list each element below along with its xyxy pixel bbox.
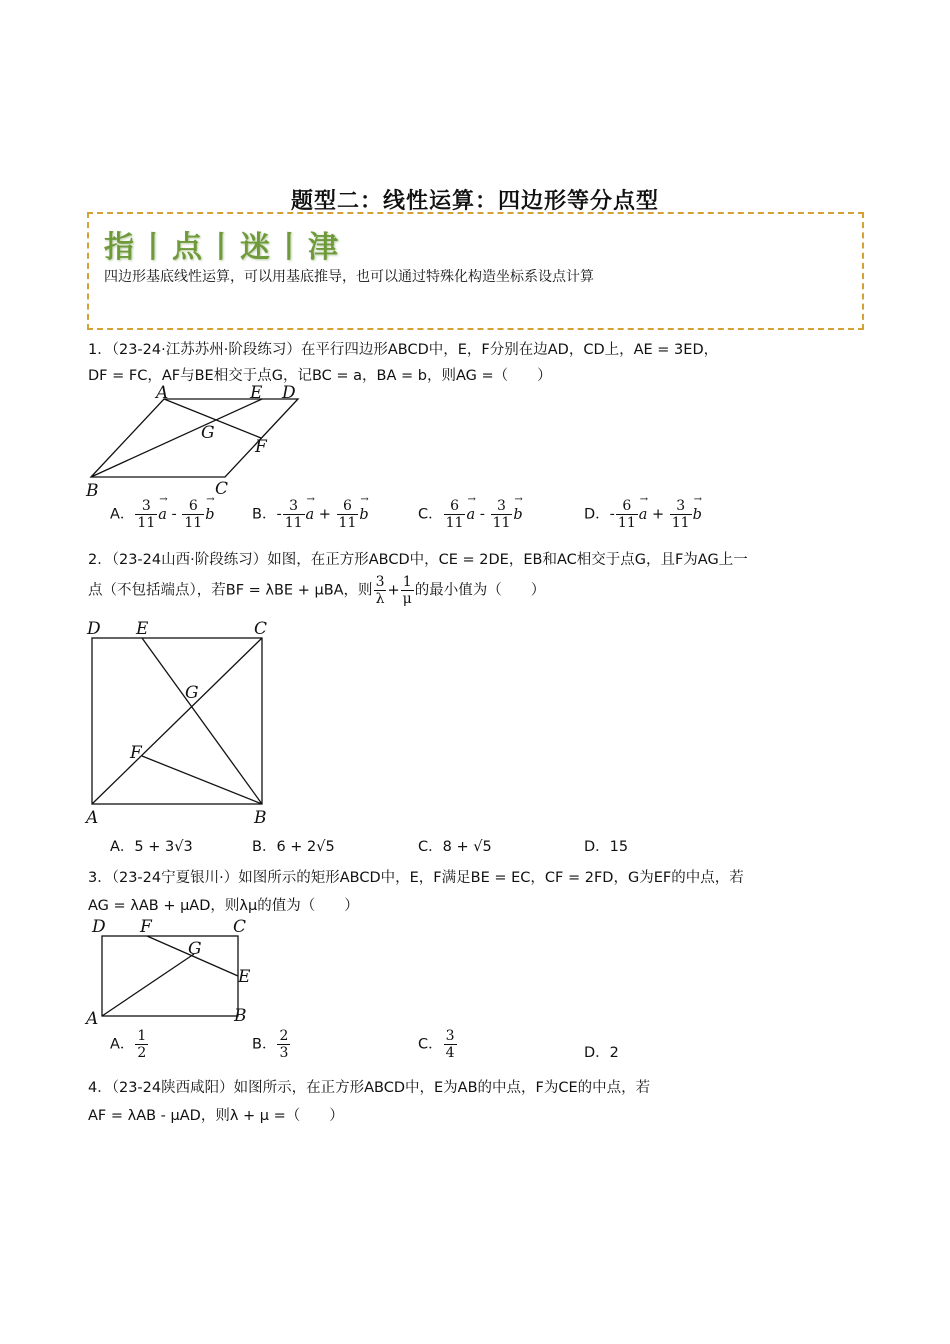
q1-number: 1． — [88, 342, 112, 358]
q2-number: 2． — [88, 552, 112, 568]
q1-option-d-key: D． — [584, 506, 610, 523]
q3-label-f: F — [140, 917, 152, 937]
q3-stem-line1: （23-24宁夏银川·）如图所示的矩形ABCD中，E，F满足BE = EC，CF = 2FD，G为EF的中点，若 — [111, 870, 744, 886]
q3-option-b-den: 3 — [279, 1045, 289, 1061]
q1-option-a-d1: 11 — [137, 515, 156, 531]
q1-option-a-d2: 11 — [184, 515, 203, 531]
q2-option-a-text: 5 + 3√3 — [134, 839, 193, 855]
q1-option-c-frac1 — [444, 498, 466, 531]
q1-line1 — [88, 338, 718, 359]
q3-option-c-den: 4 — [445, 1045, 455, 1061]
tip-heading: 指丨点丨迷丨津 — [104, 230, 342, 265]
q3-segment-ag — [102, 954, 194, 1016]
q3-option-c-key: C． — [418, 1036, 443, 1053]
q1-option-a-frac1 — [135, 498, 157, 531]
q1-option-d-frac2 — [670, 498, 692, 531]
q3-option-d[interactable] — [584, 1041, 619, 1062]
q1-option-c-op: - — [479, 506, 485, 523]
q3-label-c: C — [233, 917, 247, 937]
q2-label-f: F — [130, 743, 142, 763]
q2-figure — [80, 616, 280, 828]
q2-option-b-key: B． — [252, 839, 277, 855]
q1-label-f: F — [255, 437, 267, 457]
q2-option-c[interactable] — [418, 835, 492, 856]
q1-option-b-d2: 11 — [338, 515, 357, 531]
q1-label-b: B — [86, 481, 99, 500]
page-title: 题型二：线性运算：四边形等分点型 — [290, 189, 659, 214]
q3-option-b-frac — [277, 1028, 290, 1061]
q1-option-b-frac2 — [337, 498, 359, 531]
q2-frac2-num: 1 — [401, 574, 414, 591]
q1-option-c-v1: → a — [466, 507, 475, 523]
q4-stem-line1: （23-24陕西咸阳）如图所示，在正方形ABCD中，E为AB的中点，F为CE的中点，若 — [111, 1080, 651, 1096]
q1-option-c-n2: 3 — [491, 498, 513, 515]
q1-label-g: G — [201, 423, 215, 443]
q2-frac1 — [374, 574, 387, 607]
q2-label-b: B — [254, 808, 267, 828]
q1-option-b-sign: - — [276, 506, 282, 523]
q3-option-a-den: 2 — [137, 1045, 147, 1061]
tip-text: 四边形基底线性运算，可以用基底推导，也可以通过特殊化构造坐标系设点计算 — [104, 269, 594, 285]
q1-option-d[interactable] — [584, 498, 702, 531]
q2-stem-line2a: 点（不包括端点），若BF = λBE + μBA，则 — [88, 582, 373, 599]
q2-frac2 — [401, 574, 414, 607]
q3-figure — [84, 916, 264, 1026]
q2-option-d-key: D． — [584, 839, 610, 855]
q1-option-a-op: - — [171, 506, 177, 523]
q4-stem-line2: AF = λAB - μAD，则λ + μ =（ ） — [88, 1108, 344, 1124]
q3-option-a-num: 1 — [137, 1028, 147, 1044]
q3-option-c[interactable] — [418, 1028, 458, 1061]
q1-option-d-d2: 11 — [671, 515, 690, 531]
q1-option-d-frac1 — [616, 498, 638, 531]
q1-option-c-v2: → b — [513, 507, 522, 523]
q2-segment-eb — [142, 638, 262, 804]
q2-label-d: D — [87, 619, 101, 639]
q3-line1 — [88, 866, 744, 887]
q2-option-d-text: 15 — [609, 839, 629, 855]
q1-stem-line1: （23-24·江苏苏州·阶段练习）在平行四边形ABCD中，E，F分别在边AD，CD上，AE = 3ED， — [111, 342, 719, 358]
q1-option-a-v1: → a — [158, 507, 167, 523]
q1-option-b-op: + — [318, 506, 331, 523]
q1-option-b-v2: → b — [359, 507, 368, 523]
q2-frac1-den: λ — [375, 591, 385, 607]
q3-number: 3． — [88, 870, 112, 886]
q1-option-d-n1: 6 — [616, 498, 638, 515]
q1-option-b-n2: 6 — [337, 498, 359, 515]
q3-label-d: D — [92, 917, 106, 937]
q2-option-c-key: C． — [418, 839, 443, 855]
q2-label-g: G — [185, 683, 199, 703]
q2-segment-ac — [92, 638, 262, 804]
q3-rectangle — [102, 936, 238, 1016]
q3-stem-line2: AG = λAB + μAD，则λμ的值为（ ） — [88, 898, 359, 914]
q4-number: 4． — [88, 1080, 112, 1096]
q3-option-c-num: 3 — [445, 1028, 455, 1044]
q1-option-b[interactable] — [252, 498, 369, 531]
q3-label-b: B — [234, 1006, 247, 1026]
q2-frac2-den: μ — [402, 591, 412, 607]
q2-label-e: E — [136, 619, 149, 639]
q1-option-d-d1: 11 — [617, 515, 636, 531]
q1-label-c: C — [215, 479, 229, 499]
q1-label-e: E — [250, 383, 263, 403]
q2-line2 — [88, 574, 545, 607]
q2-stem-line2b: 的最小值为（ ） — [414, 582, 546, 599]
q1-option-c-d2: 11 — [492, 515, 511, 531]
q2-option-b-text: 6 + 2√5 — [276, 839, 335, 855]
q4-line1 — [88, 1076, 650, 1097]
q1-option-d-v2: → b — [693, 507, 702, 523]
q3-option-a-frac — [135, 1028, 148, 1061]
q1-label-a: A — [156, 383, 169, 403]
q3-label-g: G — [188, 939, 202, 959]
q3-option-a-key: A． — [110, 1036, 135, 1053]
q3-option-b[interactable] — [252, 1028, 291, 1061]
q1-option-a-n1: 3 — [135, 498, 157, 515]
q1-option-b-frac1 — [283, 498, 305, 531]
q1-figure — [80, 382, 310, 500]
q2-option-c-text: 8 + √5 — [442, 839, 492, 855]
q3-option-b-key: B． — [252, 1036, 277, 1053]
q1-stem-line2: DF = FC，AF与BE相交于点G，记BC = a，BA = b，则AG =（ ） — [88, 368, 552, 384]
q2-frac1-num: 3 — [375, 574, 385, 590]
q2-label-c: C — [254, 619, 268, 639]
q2-option-a[interactable] — [110, 835, 193, 856]
q1-option-b-d1: 11 — [284, 515, 303, 531]
q3-option-d-key: D． — [584, 1045, 610, 1061]
q1-option-d-op: + — [652, 506, 665, 523]
q1-option-a-key: A． — [110, 506, 135, 523]
q3-option-b-num: 2 — [279, 1028, 289, 1044]
q2-label-a: A — [86, 808, 99, 828]
q1-option-d-n2: 3 — [670, 498, 692, 515]
q2-option-a-key: A． — [110, 839, 135, 855]
q3-label-a: A — [86, 1009, 99, 1026]
q3-option-c-frac — [444, 1028, 457, 1061]
q1-option-d-v1: → a — [639, 507, 648, 523]
q1-option-b-key: B． — [252, 506, 277, 523]
q1-option-b-v1: → a — [306, 507, 315, 523]
q3-option-d-text: 2 — [609, 1045, 619, 1061]
q1-option-a-frac2 — [182, 498, 204, 531]
q1-option-a-n2: 6 — [182, 498, 204, 515]
q1-option-c-frac2 — [491, 498, 513, 531]
q2-option-d[interactable] — [584, 835, 628, 856]
q1-option-a[interactable] — [110, 498, 214, 531]
q3-label-e: E — [238, 967, 251, 987]
q1-option-b-n1: 3 — [283, 498, 305, 515]
q3-option-a[interactable] — [110, 1028, 149, 1061]
q2-stem-line1: （23-24山西·阶段练习）如图，在正方形ABCD中，CE = 2DE，EB和AC相交于点G，且F为AG上一 — [111, 552, 748, 568]
q1-label-d: D — [282, 383, 296, 403]
q1-option-d-sign: - — [609, 506, 615, 523]
q2-option-b[interactable] — [252, 835, 335, 856]
q1-option-c-n1: 6 — [444, 498, 466, 515]
q2-plus: + — [387, 582, 400, 599]
q1-option-c-d1: 11 — [445, 515, 464, 531]
q1-option-c-key: C． — [418, 506, 443, 523]
q1-option-c[interactable] — [418, 498, 523, 531]
q1-option-a-v2: → b — [205, 507, 214, 523]
q2-line1 — [88, 548, 748, 569]
